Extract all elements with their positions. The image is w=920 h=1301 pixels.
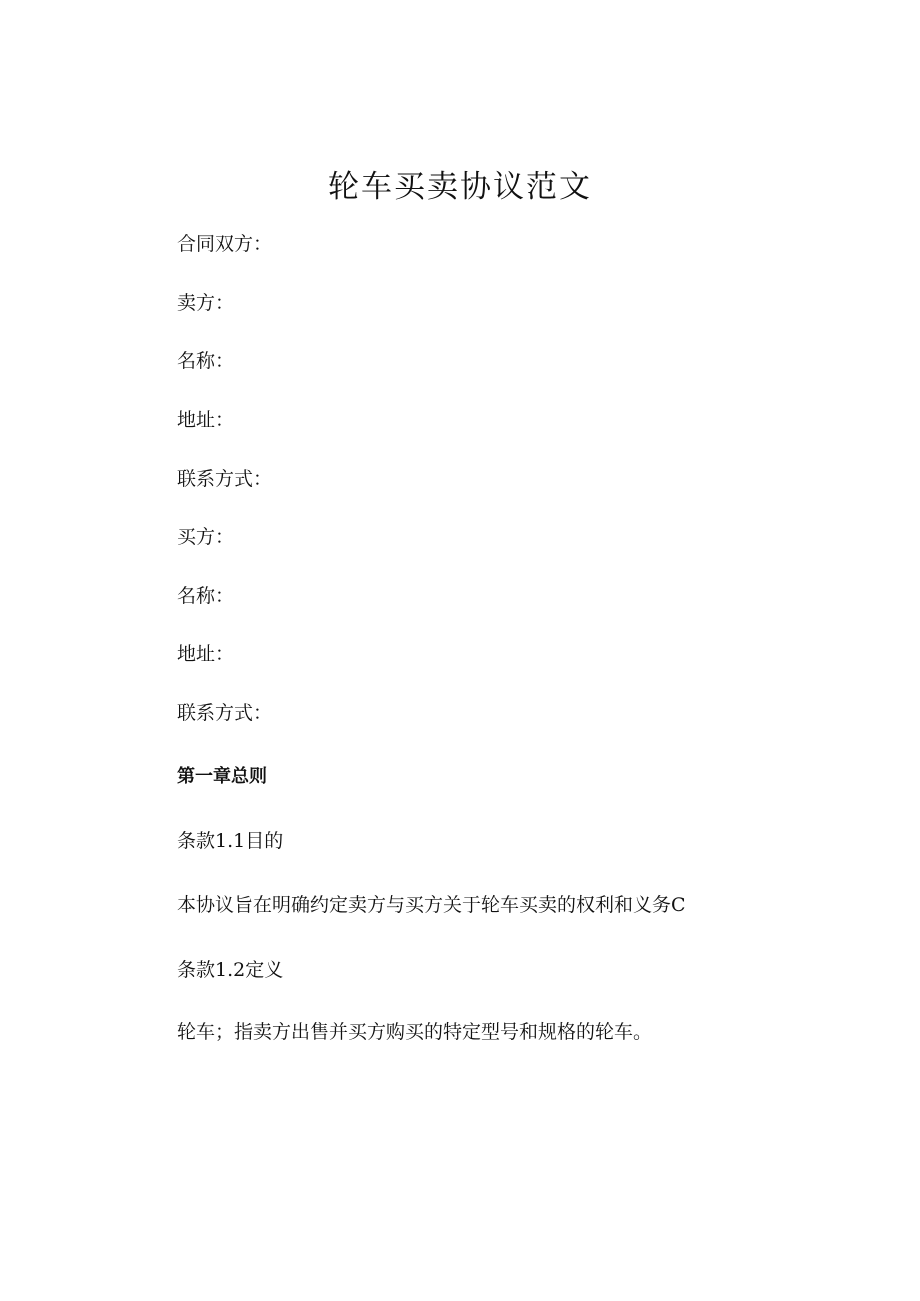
clause-1-1-heading: 条款1.1目的 <box>177 830 284 852</box>
chapter-heading: 第一章总则 <box>177 766 267 787</box>
parties-label: 合同双方： <box>177 233 273 255</box>
document-title: 轮车买卖协议范文 <box>328 169 592 205</box>
seller-address-label: 地址： <box>177 409 235 431</box>
seller-label: 卖方： <box>177 292 235 314</box>
clause-1-2-text: 轮车；指卖方出售并买方购买的特定型号和规格的轮车。 <box>177 1021 653 1043</box>
buyer-label: 买方： <box>177 526 235 548</box>
buyer-contact-label: 联系方式： <box>177 702 273 724</box>
clause-1-1-text: 本协议旨在明确约定卖方与买方关于轮车买卖的权利和义务C <box>177 894 686 916</box>
seller-name-label: 名称： <box>177 350 235 372</box>
buyer-address-label: 地址： <box>177 643 235 665</box>
seller-contact-label: 联系方式： <box>177 468 273 490</box>
clause-1-2-heading: 条款1.2定义 <box>177 959 284 981</box>
buyer-name-label: 名称： <box>177 585 235 607</box>
